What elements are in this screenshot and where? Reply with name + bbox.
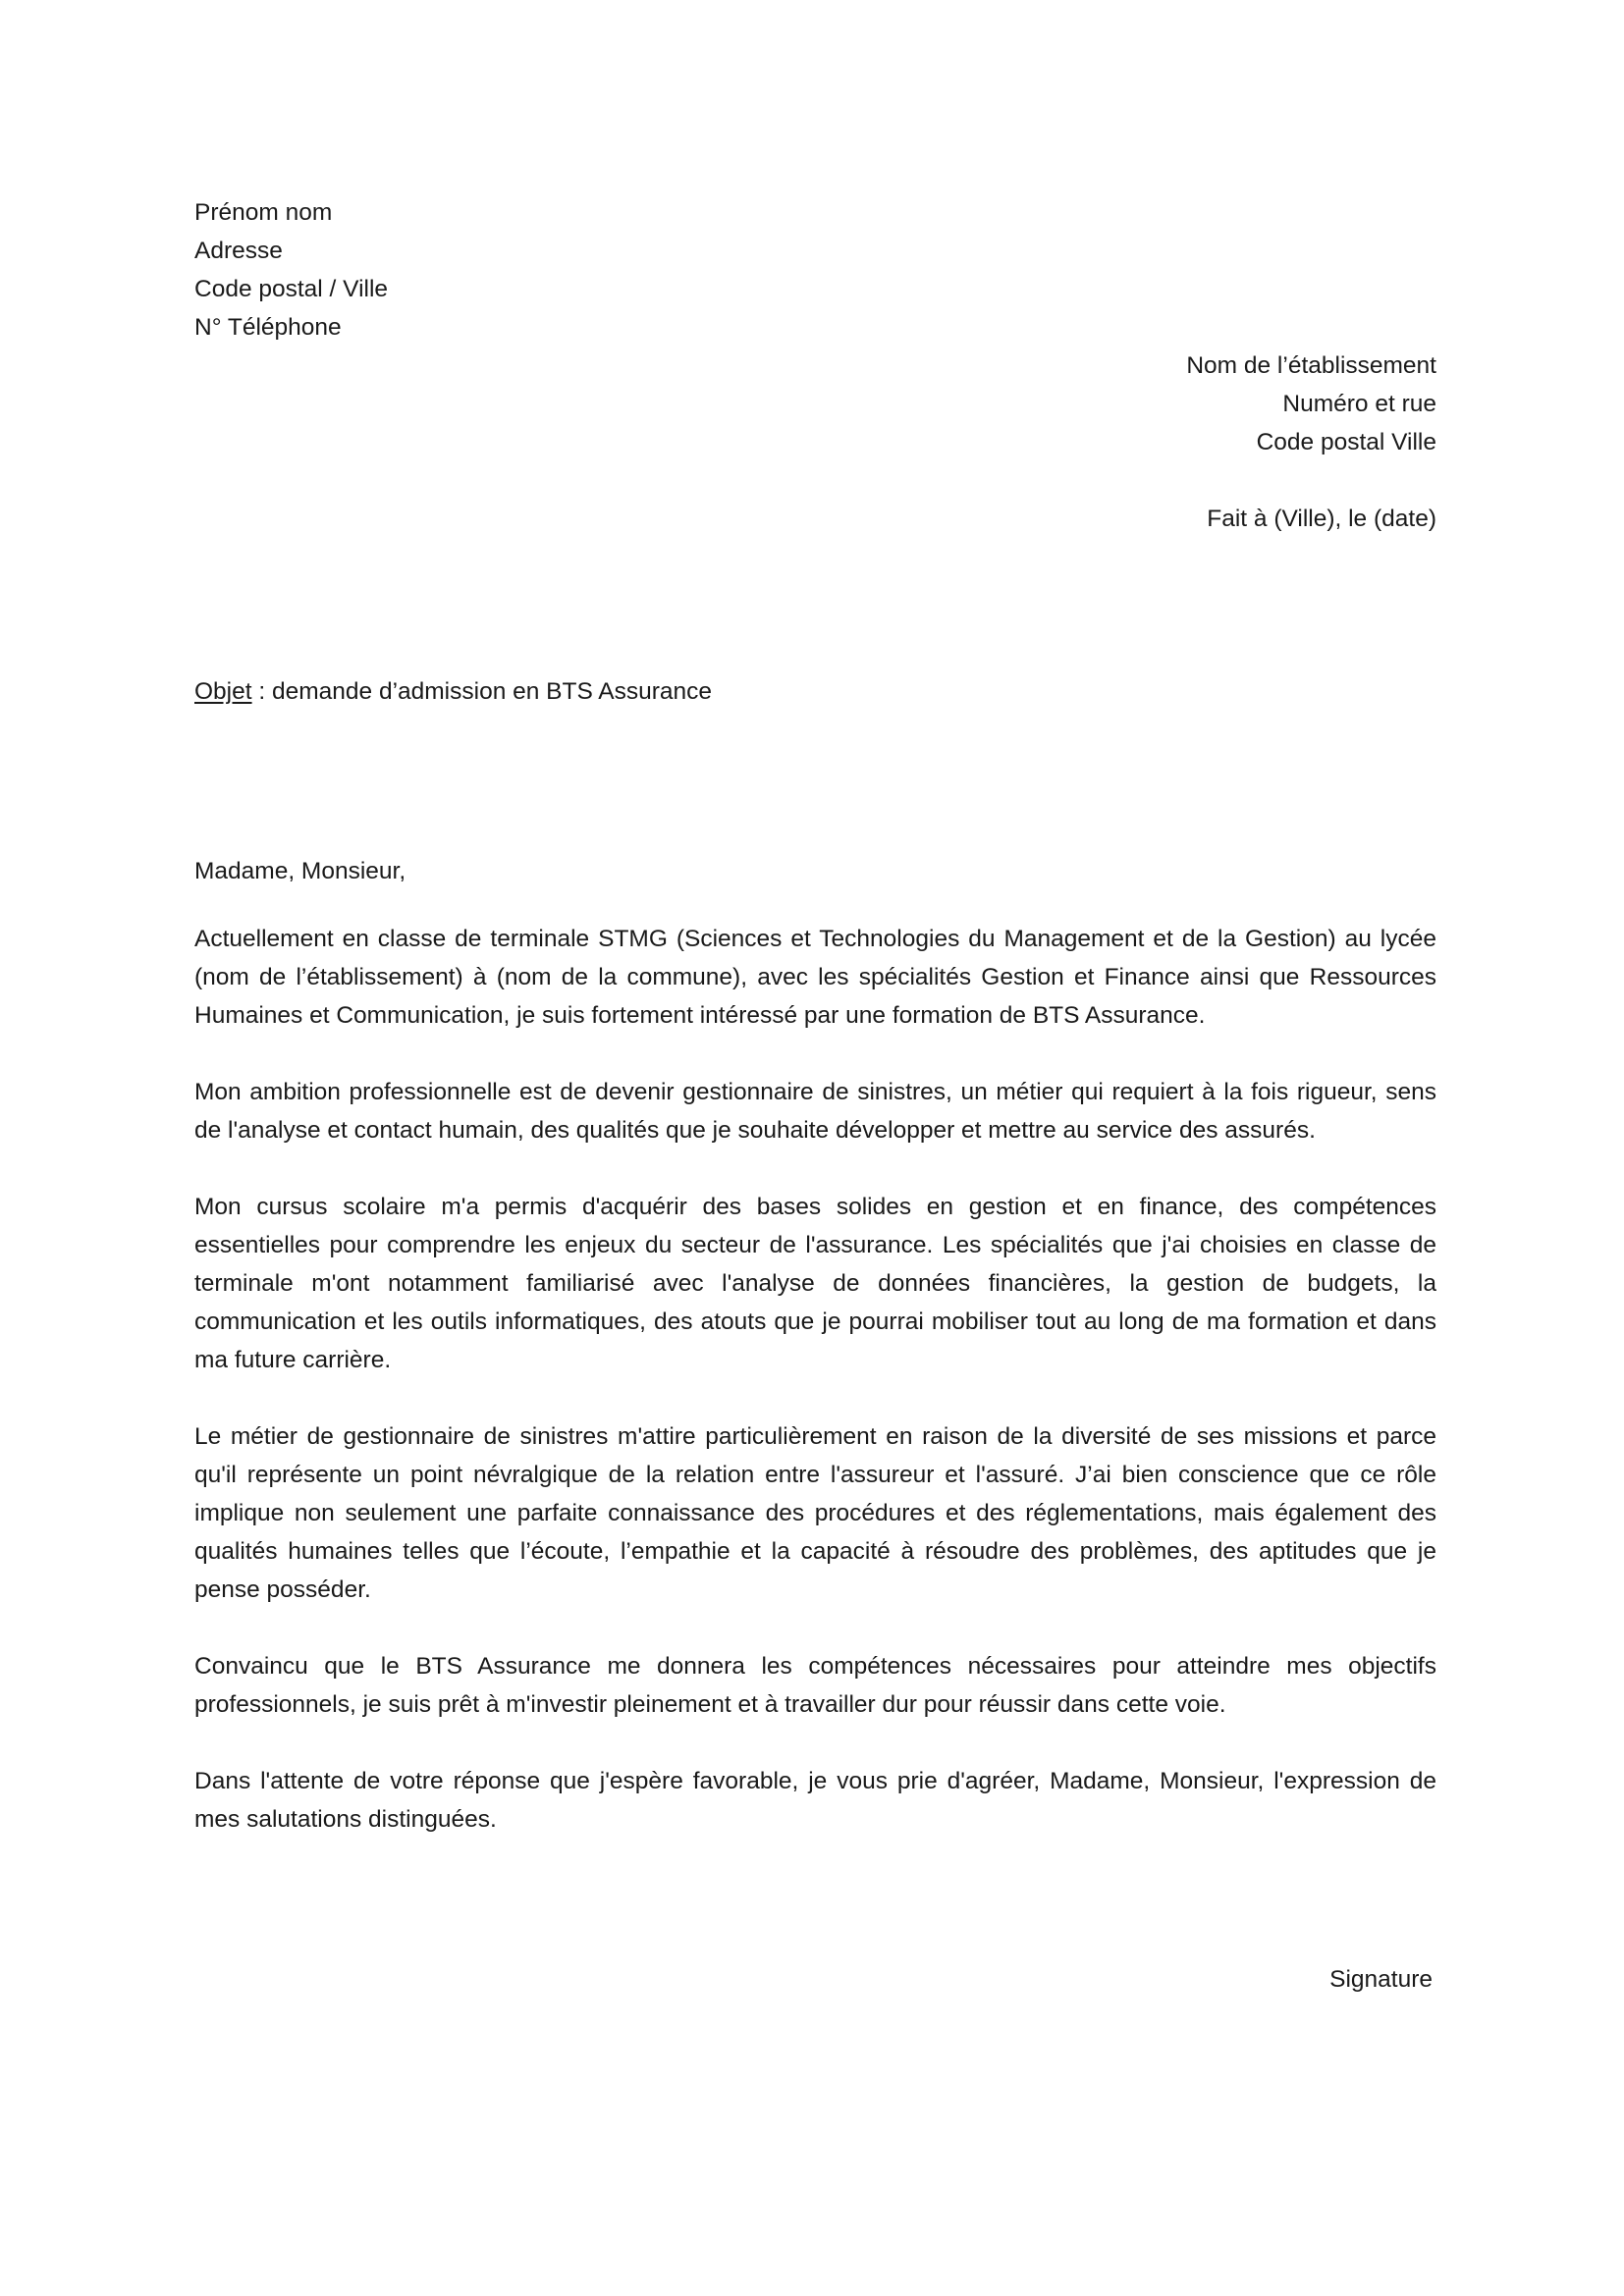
paragraph-closing: Dans l'attente de votre réponse que j'espère favorable, je vous prie d'agréer, Madame, Monsieur, l'expression de mes salutations distinguées. <box>194 1768 1436 1833</box>
salutation: Madame, Monsieur, <box>194 858 406 884</box>
sender-address: Adresse <box>194 238 283 264</box>
sender-block <box>194 193 388 347</box>
paragraph-motivation: Le métier de gestionnaire de sinistres m'attire particulièrement en raison de la diversité de ses missions et parce qu'il représente un point névralgique de la relation entre l'assureur et l'assuré. J’ai bien conscience que ce rôle implique non seulement une parfaite connaissance des procédures et des réglementations, mais également des qualités humaines telles que l’écoute, l’empathie et la capacité à résoudre des problèmes, des aptitudes que je pense posséder. <box>194 1423 1436 1603</box>
sender-phone: N° Téléphone <box>194 314 342 341</box>
recipient-institution: Nom de l’établissement <box>1186 352 1436 379</box>
date-line: Fait à (Ville), le (date) <box>1207 506 1436 532</box>
paragraph-ambition: Mon ambition professionnelle est de devenir gestionnaire de sinistres, un métier qui requiert à la fois rigueur, sens de l'analyse et contact humain, des qualités que je souhaite développer et mettre au service des assurés. <box>194 1079 1436 1144</box>
sender-city: Code postal / Ville <box>194 276 389 302</box>
sender-name: Prénom nom <box>194 199 333 226</box>
letter-body <box>194 920 1436 1877</box>
paragraph-conviction: Convaincu que le BTS Assurance me donnera les compétences nécessaires pour atteindre mes objectifs professionnels, je suis prêt à m'investir pleinement et à travailler dur pour réussir dans cette voie. <box>194 1653 1436 1718</box>
subject-text: demande d’admission en BTS Assurance <box>271 678 713 705</box>
recipient-block <box>1186 347 1436 461</box>
recipient-city: Code postal Ville <box>1256 429 1436 455</box>
paragraph-curriculum: Mon cursus scolaire m'a permis d'acquérir des bases solides en gestion et en finance, des compétences essentielles pour comprendre les enjeux du secteur de l'assurance. Les spécialités que j'ai choisies en classe de terminale m'ont notamment familiarisé avec l'analyse de données financières, la gestion de budgets, la communication et les outils informatiques, des atouts que je pourrai mobiliser tout au long de ma formation et dans ma future carrière. <box>194 1194 1436 1373</box>
subject-separator: : <box>251 678 272 705</box>
subject-line <box>194 672 712 711</box>
recipient-street: Numéro et rue <box>1282 391 1436 417</box>
signature: Signature <box>1329 1966 1433 1993</box>
subject-label: Objet <box>194 678 252 705</box>
paragraph-introduction: Actuellement en classe de terminale STMG (Sciences et Technologies du Management et de la Gestion) au lycée (nom de l’établissement) à (nom de la commune), avec les spécialités Gestion et Finance ainsi que Ressources Humaines et Communication, je suis fortement intéressé par une formation de BTS Assurance. <box>194 926 1436 1029</box>
